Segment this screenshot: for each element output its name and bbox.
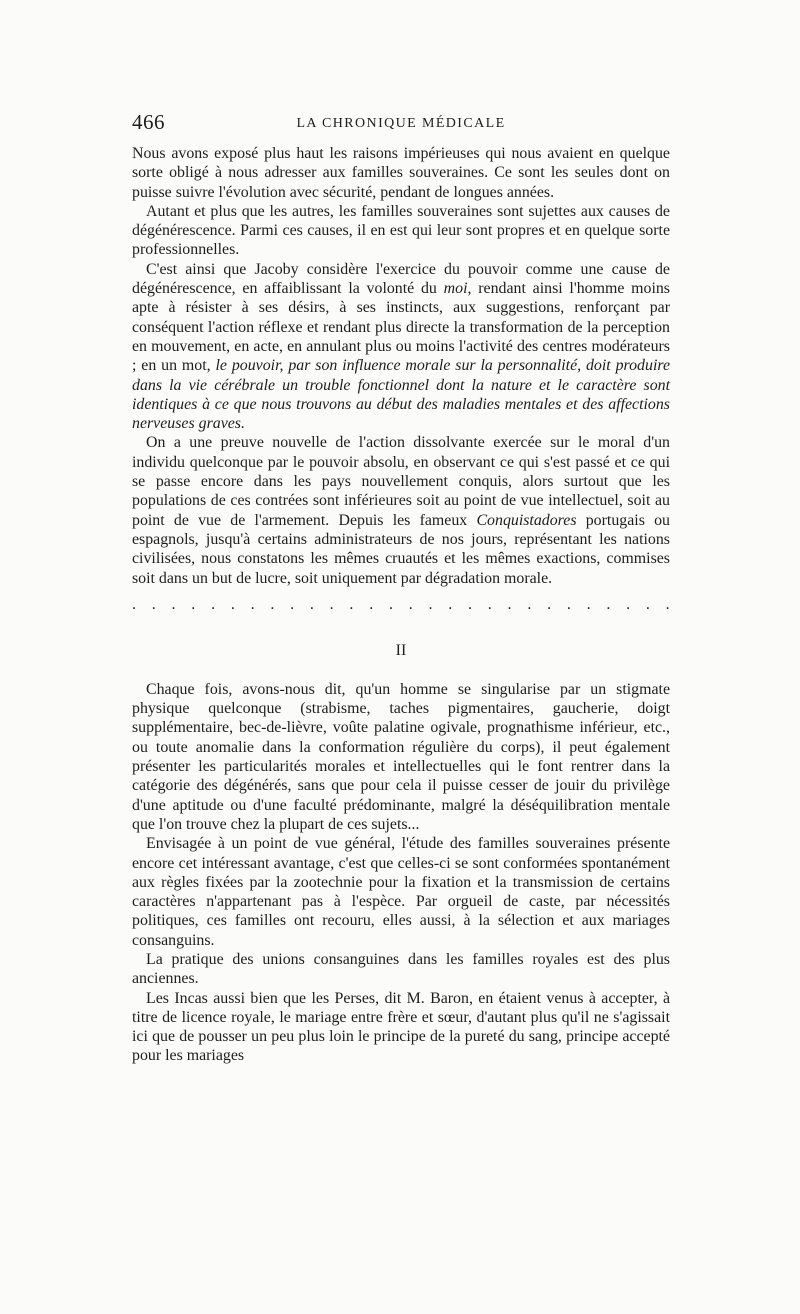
separator-dot: .	[132, 595, 136, 613]
separator-dot: .	[151, 595, 156, 613]
separator-dot: .	[606, 595, 611, 613]
paragraph: Nous avons exposé plus haut les raisons impérieuses qui nous avaient en quelque sorte obligé à nous adresser aux familles souveraines. Ce sont les seules dont on puisse suivre l'évolution avec sécurité, pendant de longues années.	[132, 145, 670, 201]
paragraph-text: On a une preuve nouvelle de l'action dissolvante exercée sur le moral d'un individu quelconque par le pouvoir absolu, en observant ce qui s'est passé et ce qui se passe encore dans les pays nouvellement conquis, alors surtout que les populations de ces contrées sont inférieures soit au point de vue intellectuel, soit au point de vue de l'armement. Depuis les fameux	[132, 434, 670, 529]
separator-dot: .	[527, 595, 532, 613]
paragraph	[132, 260, 670, 434]
paragraph-text: C'est ainsi que Jacoby considère l'exercice du pouvoir comme une cause de dégénérescence, en affaiblissant la volonté du	[132, 260, 670, 298]
separator-dot: .	[566, 595, 571, 613]
separator-dot: .	[468, 595, 473, 613]
paragraph	[132, 433, 670, 587]
paragraph-text: portugais ou espagnols, jusqu'à certains administrateurs de nos jours, représentant les nations civilisées, nous constatons les mêmes cruautés et les mêmes exactions, commises soit dans un but de lucre, soit uniquement par dégradation morale.	[132, 511, 670, 587]
separator-dot: .	[211, 595, 216, 613]
running-title: LA CHRONIQUE MÉDICALE	[296, 116, 506, 131]
separator-dot: .	[665, 595, 670, 613]
separator-dot: .	[408, 595, 413, 613]
page-number: 466	[132, 110, 165, 134]
paragraph: Les Incas aussi bien que les Perses, dit M. Baron, en étaient venus à accepter, à titre de licence royale, le mariage entre frère et sœur, d'autant plus qu'il ne s'agissait ici que de pousser un peu plus loin le principe de la pureté du sang, principe accepté pour les mariages	[132, 989, 670, 1065]
separator-dot: .	[645, 595, 650, 613]
paragraph: La pratique des unions consanguines dans les familles royales est des plus anciennes.	[132, 950, 670, 988]
separator-dot: .	[586, 595, 591, 613]
separator-dot: .	[290, 595, 295, 613]
page-body	[132, 144, 670, 1066]
section-number: II	[395, 641, 407, 659]
separator-dot: .	[349, 595, 354, 613]
separator-dot: .	[388, 595, 393, 613]
separator-dot: .	[309, 595, 314, 613]
separator-dot: .	[270, 595, 275, 613]
separator-dot: .	[171, 595, 176, 613]
separator-dot: .	[230, 595, 235, 613]
paragraph: Envisagée à un point de vue général, l'étude des familles souveraines présente encore cet intéressant avantage, c'est que celles-ci se sont conformées spontanément aux règles fixées par la zootechnie pour la fixation et la transmission de certains caractères n'appartenant pas à l'espèce. Par orgueil de caste, par nécessités politiques, ces familles ont recouru, elles aussi, à la sélection et aux mariages consanguins.	[132, 835, 670, 949]
paragraph: Autant et plus que les autres, les familles souveraines sont sujettes aux causes de dégénérescence. Parmi ces causes, il en est qui leur sont propres et en quelque sorte professionnelles.	[132, 202, 670, 259]
separator-dot: .	[369, 595, 374, 613]
separator-dot: .	[448, 595, 453, 613]
separator-dot: .	[626, 595, 631, 613]
separator-dot: .	[329, 595, 334, 613]
paragraph-text: , rendant ainsi l'homme moins apte à résister à ses désirs, à ses instincts, aux suggestions, renforçant par conséquent l'action réflexe et rendant plus directe la transformation de la perception en mouvement, en acte, en annulant plus ou moins l'activité des centres modérateurs ; en un mot,	[132, 280, 670, 375]
paragraph: Chaque fois, avons-nous dit, qu'un homme se singularise par un stigmate physique quelconque (strabisme, taches pigmentaires, gaucherie, doigt supplémentaire, bec-de-lièvre, voûte palatine ogivale, prognathisme inférieur, etc., ou toute anomalie dans la conformation régulière du corps), il peut également présenter les particularités morales et intellectuelles qui le font rentrer dans la catégorie des dégénérés, sans que pour cela il puisse cesser de jouir du privilège d'une aptitude ou d'une faculté prédominante, malgré la déséquilibration mentale que l'on trouve chez la plupart de ces sujets...	[132, 680, 670, 833]
separator-dot: .	[250, 595, 255, 613]
italic-text: moi	[443, 280, 468, 298]
italic-text: Conquistadores	[476, 511, 577, 529]
page-header	[132, 110, 670, 138]
separator-dot: .	[507, 595, 512, 613]
separator-dot: .	[487, 595, 492, 613]
separator-dot: .	[191, 595, 196, 613]
dotted-separator	[132, 596, 670, 614]
italic-text: le pouvoir, par son influence morale sur la personnalité, doit produire dans la vie cérébrale un trouble fonctionnel dont la nature et le caractère sont identiques à ce que nous trouvons au début des maladies mentales et des affections nerveuses graves.	[132, 357, 671, 433]
separator-dot: .	[547, 595, 552, 613]
separator-dot: .	[428, 595, 433, 613]
